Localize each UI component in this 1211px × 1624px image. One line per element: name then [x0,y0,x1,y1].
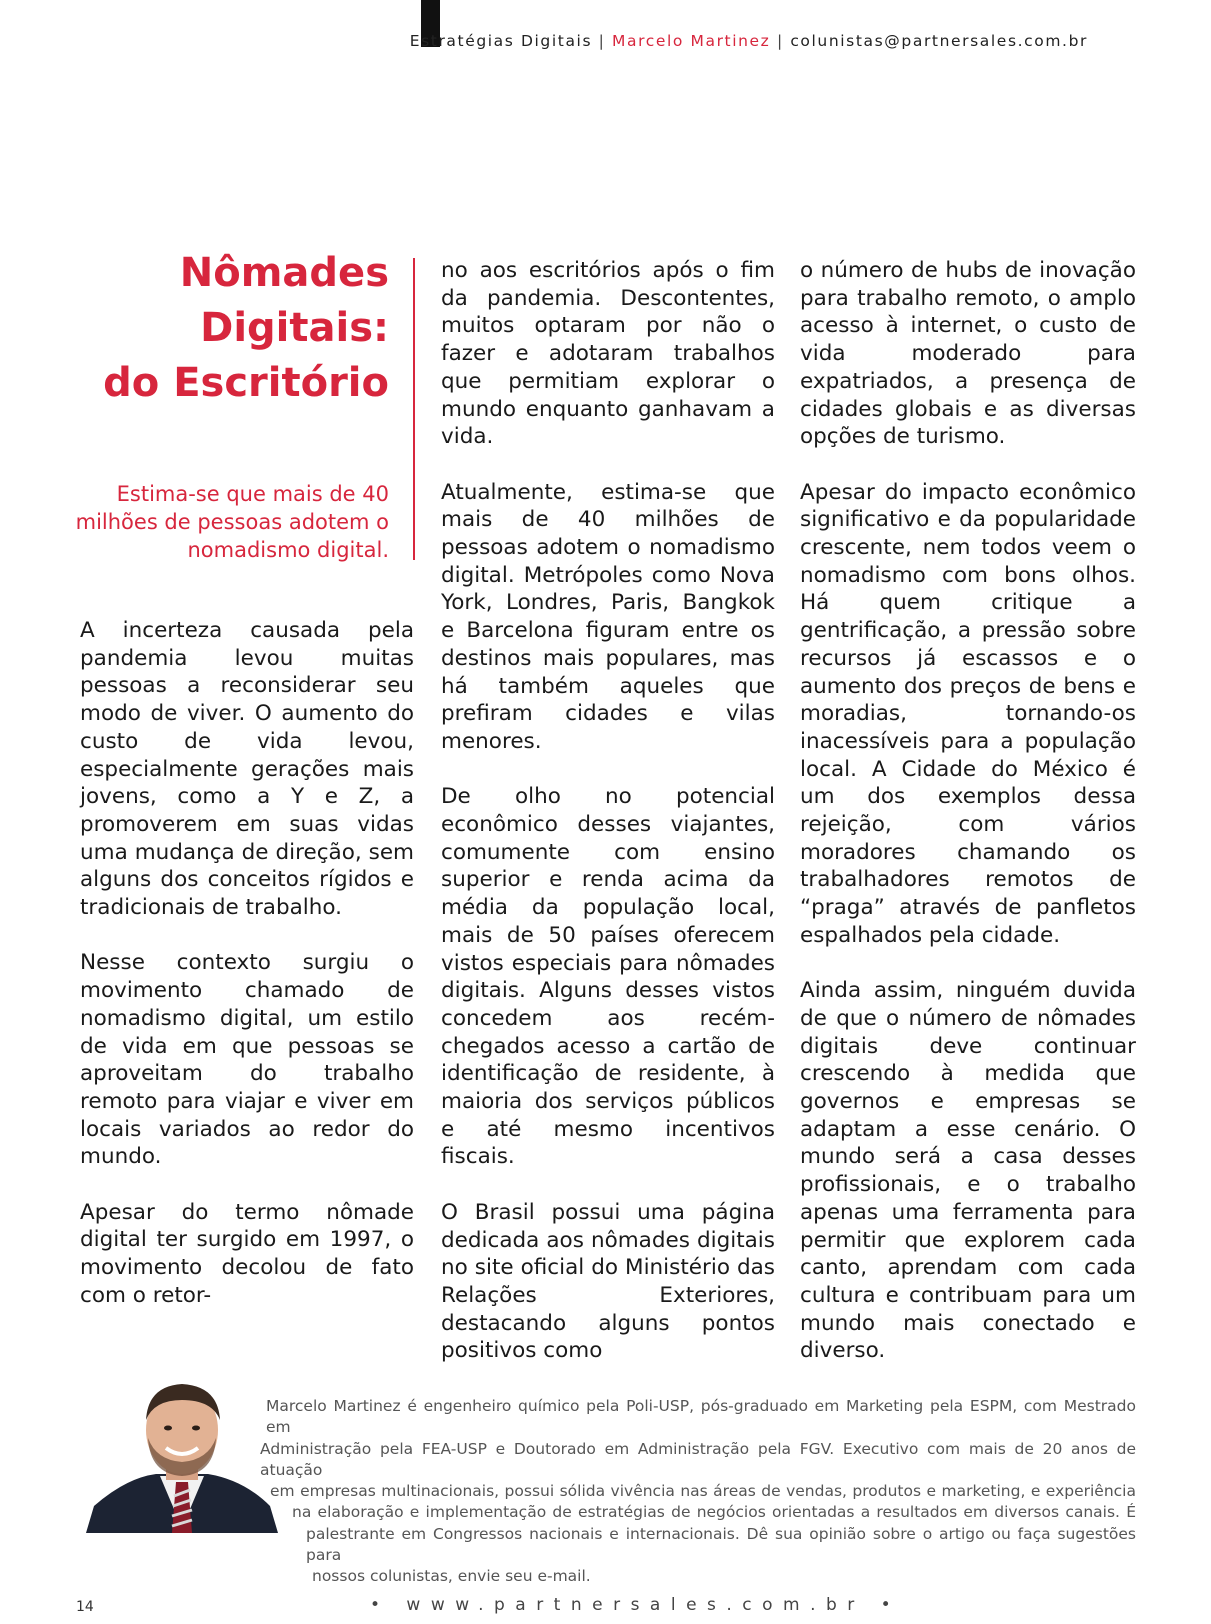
title-line: Nômades [179,250,389,296]
paragraph: no aos escritórios após o fim da pandemia. Descontentes, muitos optaram por não o fazer e adotaram trabalhos que permitiam explorar o mundo enquanto ganhavam a vida. [441,258,775,450]
paragraph: Apesar do termo nômade digital ter surgido em 1997, o movimento decolou de fato com o retor- [80,1199,414,1308]
header-author: Marcelo Martinez [612,32,771,50]
bio-line: em empresas multinacionais, possui sólida vivência nas áreas de vendas, produtos e marketing, e experiência [270,1482,1136,1501]
paragraph: O Brasil possui uma página dedicada aos nômades digitais no site oficial do Ministério das Relações Exteriores, destacando alguns pontos positivos como [441,1199,775,1364]
column-2 [441,257,775,1393]
page-number: 14 [76,1599,94,1615]
column-3 [800,257,1136,1393]
title-line: do Escritório [103,360,389,406]
title-line: Digitais: [200,305,389,351]
bio-line: palestrante em Congressos nacionais e internacionais. Dê sua opinião sobre o artigo ou faça sugestões para [306,1524,1136,1565]
header-email[interactable]: colunistas@partnersales.com.br [790,32,1088,50]
bio-line: na elaboração e implementação de estratégias de negócios orientadas a resultados em diversos canais. É [292,1503,1136,1522]
bio-line: Administração pela FEA-USP e Doutorado em Administração pela FGV. Executivo com mais de 20 anos de atuação [260,1439,1136,1479]
bio-line: nossos colunistas, envie seu e-mail. [312,1567,591,1586]
paragraph: De olho no potencial econômico desses viajantes, comumente com ensino superior e renda acima da média da população local, mais de 50 países oferecem vistos especiais para nômades digitais. Alguns desses vistos concedem aos recém-chegados acesso a cartão de identificação de residente, à maioria dos serviços públicos e até mesmo incentivos fiscais. [441,784,775,1170]
article-title [59,246,389,411]
paragraph: Nesse contexto surgiu o movimento chamado de nomadismo digital, um estilo de vida em que pessoas se aproveitam do trabalho remoto para viajar e viver em locais variados ao redor do mundo. [80,950,414,1170]
paragraph: A incerteza causada pela pandemia levou muitas pessoas a reconsiderar seu modo de viver. O aumento do custo de vida levou, especialmente gerações mais jovens, como a Y e Z, a promoverem em suas vidas uma mudança de direção, sem alguns dos conceitos rígidos e tradicionais de trabalho. [80,618,414,921]
paragraph: o número de hubs de inovação para trabalho remoto, o amplo acesso à internet, o custo de vida moderado para expatriados, a presença de cidades globais e as diversas opções de turismo. [800,258,1136,450]
bio-line: Marcelo Martinez é engenheiro químico pela Poli-USP, pós-graduado em Marketing pela ESPM, com Mestrado em [266,1397,1136,1437]
paragraph: Ainda assim, ninguém duvida de que o número de nômades digitais deve continuar crescendo à medida que governos e empresas se adaptam a esse cenário. O mundo será a casa desses profissionais, e o trabalho apenas uma ferramenta para permitir que explorem cada canto, aprendam com cada cultura e contribuam para um mundo mais conectado e diverso. [800,978,1136,1364]
header-section: Estratégias Digitais [409,32,593,50]
running-header [410,32,1088,50]
header-separator-2: | [776,32,784,50]
paragraph: Apesar do impacto econômico significativo e da popularidade crescente, nem todos veem o nomadismo com bons olhos. Há quem critique a gentrificação, a pressão sobre recursos já escassos e o aumento dos preços de bens e moradias, tornando-os inacessíveis para a população local. A Cidade do México é um dos exemplos dessa rejeição, com vários moradores chamando os trabalhadores remotos de “praga” através de panfletos espalhados pela cidade. [800,479,1136,948]
author-bio [250,1396,1136,1588]
footer-url[interactable]: • www.partnersales.com.br • [370,1595,902,1615]
column-1 [80,617,414,1337]
paragraph: Atualmente, estima-se que mais de 40 milhões de pessoas adotem o nomadismo digital. Metrópoles como Nova York, Londres, Paris, Bangkok e Barcelona figuram entre os destinos mais populares, mas há também aqueles que prefiram cidades e vilas menores. [441,479,775,754]
header-separator-1: | [598,32,606,50]
title-divider [413,258,415,560]
article-subtitle: Estima-se que mais de 40 milhões de pessoas adotem o nomadismo digital. [75,482,389,562]
